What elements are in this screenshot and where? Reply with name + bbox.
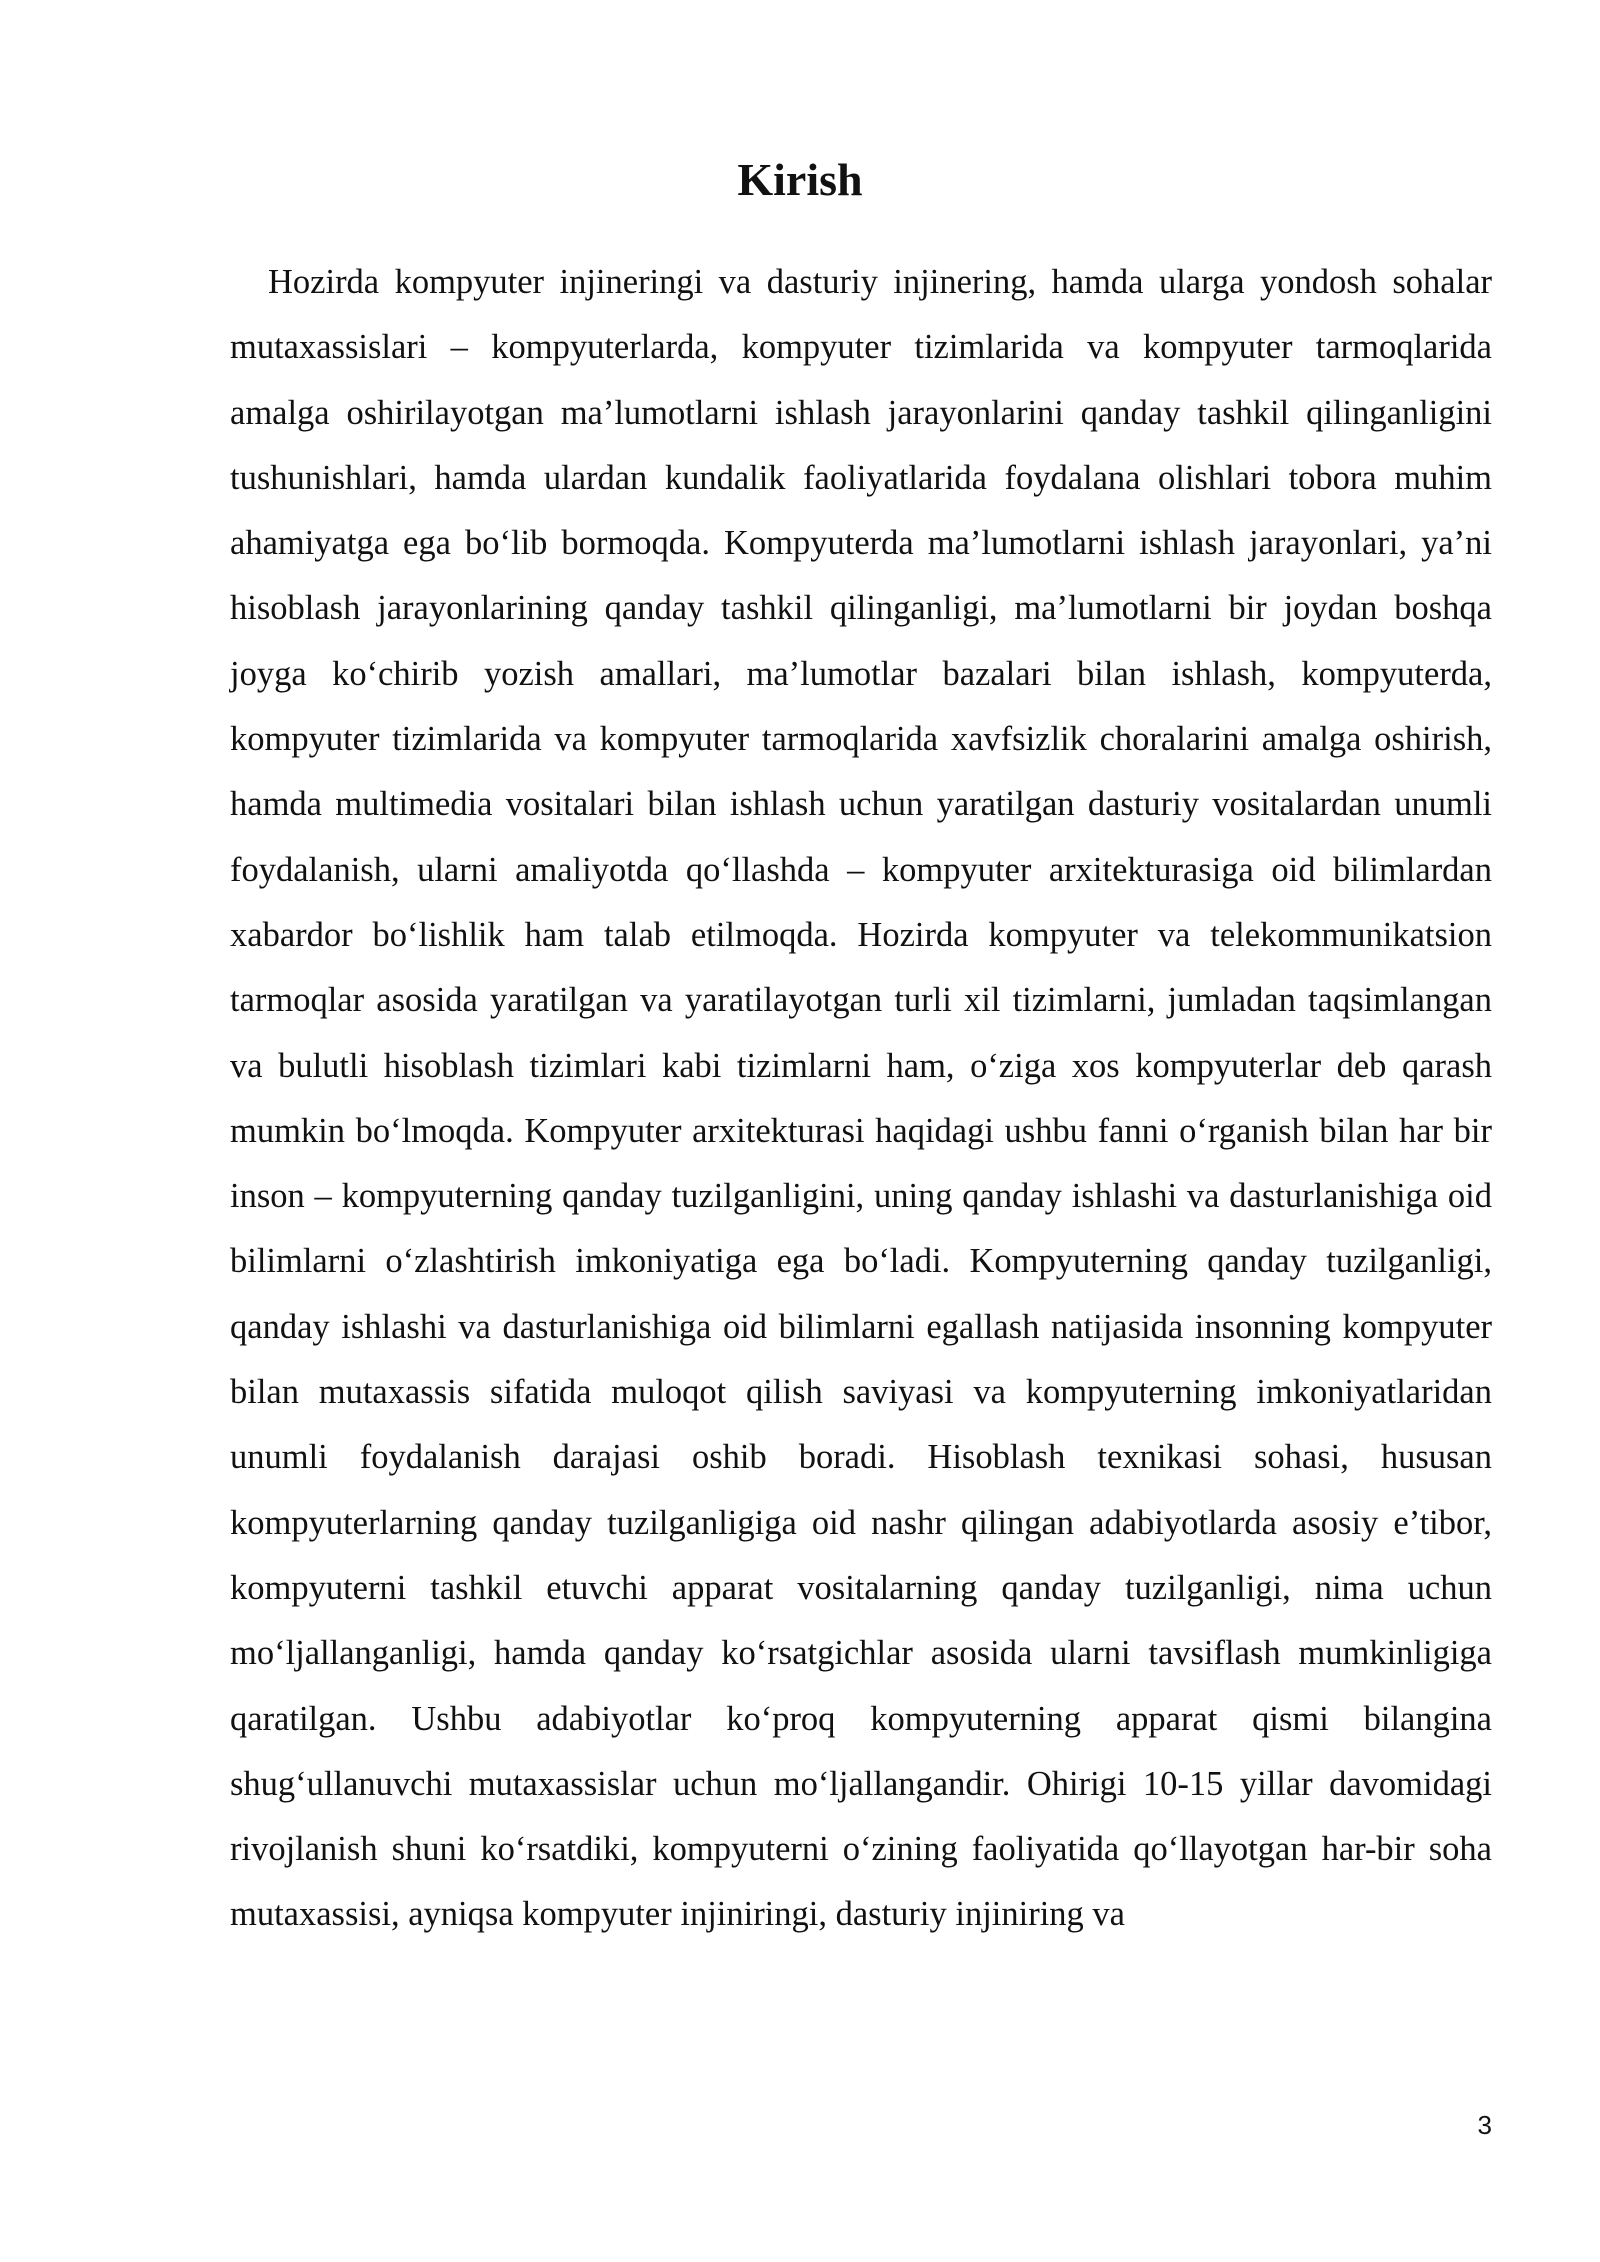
body-paragraph: Hozirda kompyuter injineringi va dasturiy injinering, hamda ularga yondosh sohalar mutaxassislari – kompyuterlarda, kompyuter tizimlarida va kompyuter tarmoqlarida amalga oshirilayotgan ma’lumotlarni ishlash jarayonlarini qanday tashkil qilinganligini tushunishlari, hamda ulardan kundalik faoliyatlarida foydalana olishlari tobora muhim ahamiyatga ega bo‘lib bormoqda. Kompyuterda ma’lumotlarni ishlash jarayonlari, ya’ni hisoblash jarayonlarining qanday tashkil qilinganligi, ma’lumotlarni bir joydan boshqa joyga ko‘chirib yozish amallari, ma’lumotlar bazalari bilan ishlash, kompyuterda, kompyuter tizimlarida va kompyuter tarmoqlarida xavfsizlik choralarini amalga oshirish, hamda multimedia vositalari bilan ishlash uchun yaratilgan dasturiy vositalardan unumli foydalanish, ularni amaliyotda qo‘llashda – kompyuter arxitekturasiga oid bilimlardan xabardor bo‘lishlik ham talab etilmoqda. Hozirda kompyuter va telekommunikatsion tarmoqlar asosida yaratilgan va yaratilayotgan turli xil tizimlarni, jumladan taqsimlangan va bulutli hisoblash tizimlari kabi tizimlarni ham, o‘ziga xos kompyuterlar deb qarash mumkin bo‘lmoqda. Kompyuter arxitekturasi haqidagi ushbu fanni o‘rganish bilan har bir inson – kompyuterning qanday tuzilganligini, uning qanday ishlashi va dasturlanishiga oid bilimlarni o‘zlashtirish imkoniyatiga ega bo‘ladi. Kompyuterning qanday tuzilganligi, qanday ishlashi va dasturlanishiga oid bilimlarni egallash natijasida insonning kompyuter bilan mutaxassis sifatida muloqot qilish saviyasi va kompyuterning imkoniyatlaridan unumli foydalanish darajasi oshib boradi. Hisoblash texnikasi sohasi, hususan kompyuterlarning qanday tuzilganligiga oid nashr qilingan adabiyotlarda asosiy e’tibor, kompyuterni tashkil etuvchi apparat vositalarning qanday tuzilganligi, nima uchun mo‘ljallanganligi, hamda qanday ko‘rsatgichlar asosida ularni tavsiflash mumkinligiga qaratilgan. Ushbu adabiyotlar ko‘proq kompyuterning apparat qismi bilangina shug‘ullanuvchi mutaxassislar uchun mo‘ljallangandir. Ohirigi 10-15 yillar davomidagi rivojlanish shuni ko‘rsatdiki, kompyuterni o‘zining faoliyatida qo‘llayotgan har-bir soha mutaxassisi, ayniqsa kompyuter injiniringi, dasturiy injiniring va <box>230 263 1492 1934</box>
page-title: Kirish <box>737 154 863 205</box>
page-number: 3 <box>1477 2110 1492 2140</box>
